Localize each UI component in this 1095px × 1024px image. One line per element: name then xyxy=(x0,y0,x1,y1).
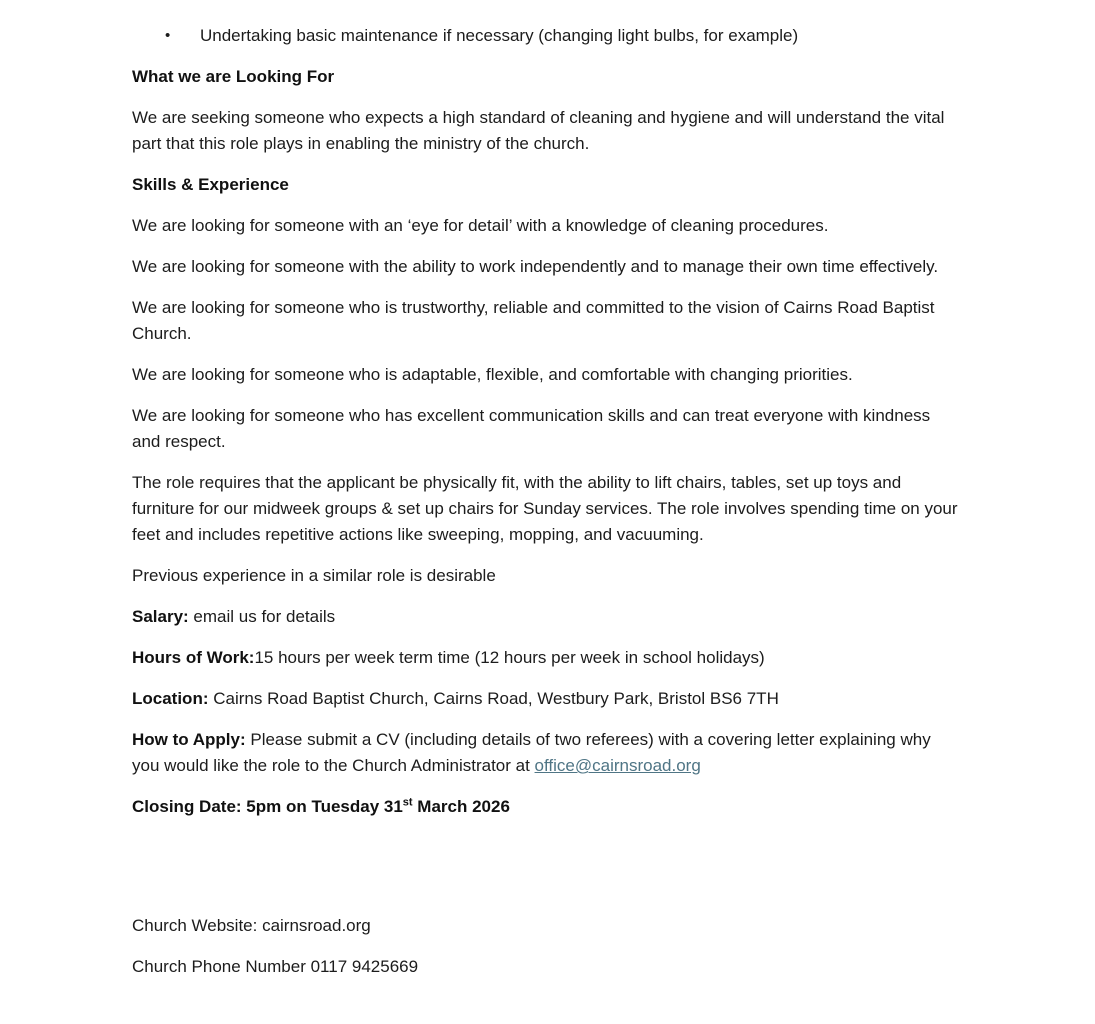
how-to-apply-line xyxy=(132,727,958,779)
bullet-icon: • xyxy=(165,27,171,44)
paragraph-previous-experience: Previous experience in a similar role is desirable xyxy=(132,566,496,585)
location-label: Location: xyxy=(132,689,209,708)
closing-date-ordinal-suffix: st xyxy=(402,796,413,809)
salary-line xyxy=(132,604,958,630)
church-phone-line: Church Phone Number 0117 9425669 xyxy=(132,957,419,976)
paragraph-eye-for-detail: We are looking for someone with an ‘eye for detail’ with a knowledge of cleaning procedures. xyxy=(132,216,829,235)
email-link[interactable]: office@cairnsroad.org xyxy=(534,756,701,775)
location-line xyxy=(132,686,958,712)
how-to-apply-label: How to Apply: xyxy=(132,730,246,749)
bullet-list-item xyxy=(132,23,958,49)
hours-of-work-line xyxy=(132,645,958,671)
hours-of-work-text: 15 hours per week term time (12 hours per week in school holidays) xyxy=(254,648,765,667)
closing-date-line xyxy=(132,794,958,820)
heading-what-we-are-looking-for: What we are Looking For xyxy=(132,67,335,86)
paragraph-independent: We are looking for someone with the ability to work independently and to manage their own time effectively. xyxy=(132,257,939,276)
how-to-apply-text: Please submit a CV (including details of two referees) with a covering letter explaining why you would like the role to the Church Administrator at xyxy=(132,730,931,775)
hours-of-work-label: Hours of Work: xyxy=(132,648,255,667)
paragraph-communication: We are looking for someone who has excellent communication skills and can treat everyone with kindness and respect. xyxy=(132,406,931,451)
paragraph-adaptable: We are looking for someone who is adaptable, flexible, and comfortable with changing priorities. xyxy=(132,365,853,384)
closing-date-suffix: March 2026 xyxy=(412,797,510,816)
paragraph-seeking: We are seeking someone who expects a high standard of cleaning and hygiene and will understand the vital part that this role plays in enabling the ministry of the church. xyxy=(132,108,945,153)
location-text: Cairns Road Baptist Church, Cairns Road, Westbury Park, Bristol BS6 7TH xyxy=(208,689,779,708)
bullet-item-text: Undertaking basic maintenance if necessary (changing light bulbs, for example) xyxy=(200,26,799,45)
salary-label: Salary: xyxy=(132,607,189,626)
paragraph-trustworthy: We are looking for someone who is trustworthy, reliable and committed to the vision of Cairns Road Baptist Church. xyxy=(132,298,935,343)
paragraph-physical-requirements: The role requires that the applicant be physically fit, with the ability to lift chairs, tables, set up toys and furniture for our midweek groups & set up chairs for Sunday services. The role involves spending time on your feet and includes repetitive actions like sweeping, mopping, and vacuuming. xyxy=(132,473,958,544)
heading-skills-experience: Skills & Experience xyxy=(132,175,289,194)
salary-text: email us for details xyxy=(188,607,336,626)
church-website-line: Church Website: cairnsroad.org xyxy=(132,916,371,935)
closing-date-prefix: Closing Date: 5pm on Tuesday 31 xyxy=(132,797,403,816)
